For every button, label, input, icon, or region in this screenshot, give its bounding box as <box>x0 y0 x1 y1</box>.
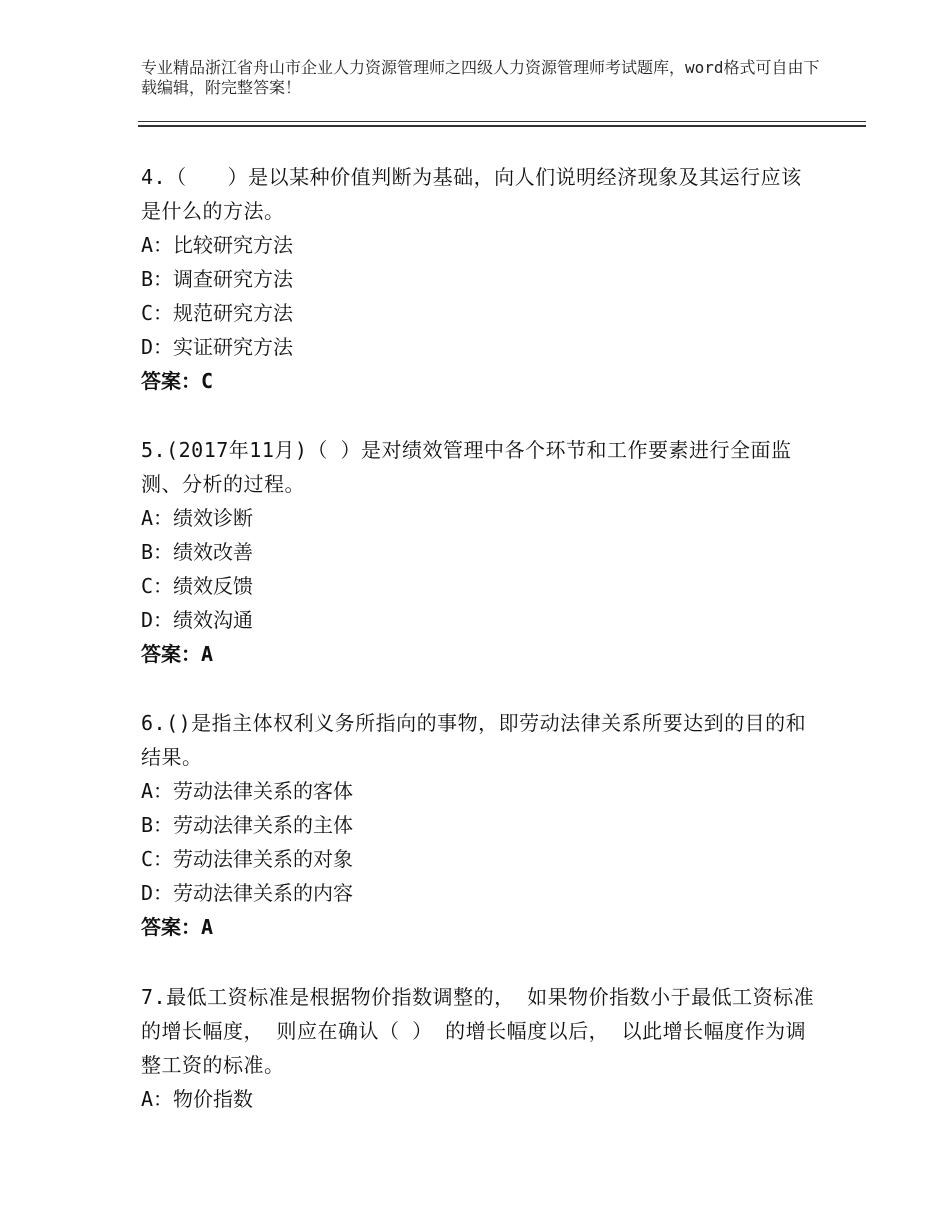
option-c: C：劳动法律关系的对象 <box>141 847 354 871</box>
option-a: A：劳动法律关系的客体 <box>141 779 354 803</box>
answer-line <box>141 364 821 398</box>
answer-label: 答案： <box>141 915 201 939</box>
option-c: C：规范研究方法 <box>141 301 294 325</box>
question-stem: 6.()是指主体权利义务所指向的事物，即劳动法律关系所要达到的目的和结果。 <box>141 711 807 769</box>
answer-value: A <box>201 915 214 939</box>
document-header: 专业精品浙江省舟山市企业人力资源管理师之四级人力资源管理师考试题库，word格式可自由下载编辑，附完整答案！ <box>141 58 820 97</box>
question-6 <box>141 706 821 944</box>
option-a: A：物价指数 <box>141 1087 254 1111</box>
option-d: D：劳动法律关系的内容 <box>141 881 354 905</box>
option-b: B：调查研究方法 <box>141 267 294 291</box>
question-5 <box>141 433 821 671</box>
header-divider-top <box>138 121 866 122</box>
header-divider-bottom <box>138 125 866 127</box>
option-b: B：劳动法律关系的主体 <box>141 813 354 837</box>
answer-value: C <box>201 369 214 393</box>
option-c: C：绩效反馈 <box>141 574 254 598</box>
option-b: B：绩效改善 <box>141 540 254 564</box>
answer-line <box>141 910 821 944</box>
question-7 <box>141 980 821 1116</box>
question-stem: 4.（ ）是以某种价值判断为基础，向人们说明经济现象及其运行应该是什么的方法。 <box>141 165 802 223</box>
question-stem: 7.最低工资标准是根据物价指数调整的， 如果物价指数小于最低工资标准的增长幅度， 则应在确认（ ） 的增长幅度以后， 以此增长幅度作为调整工资的标准。 <box>141 985 815 1077</box>
option-d: D：绩效沟通 <box>141 608 254 632</box>
answer-label: 答案： <box>141 642 201 666</box>
question-stem: 5.(2017年11月)（ ）是对绩效管理中各个环节和工作要素进行全面监测、分析的过程。 <box>141 438 792 496</box>
option-a: A：绩效诊断 <box>141 506 254 530</box>
option-a: A：比较研究方法 <box>141 233 294 257</box>
answer-value: A <box>201 642 214 666</box>
question-4 <box>141 160 821 398</box>
answer-label: 答案： <box>141 369 201 393</box>
answer-line <box>141 637 821 671</box>
option-d: D：实证研究方法 <box>141 335 294 359</box>
